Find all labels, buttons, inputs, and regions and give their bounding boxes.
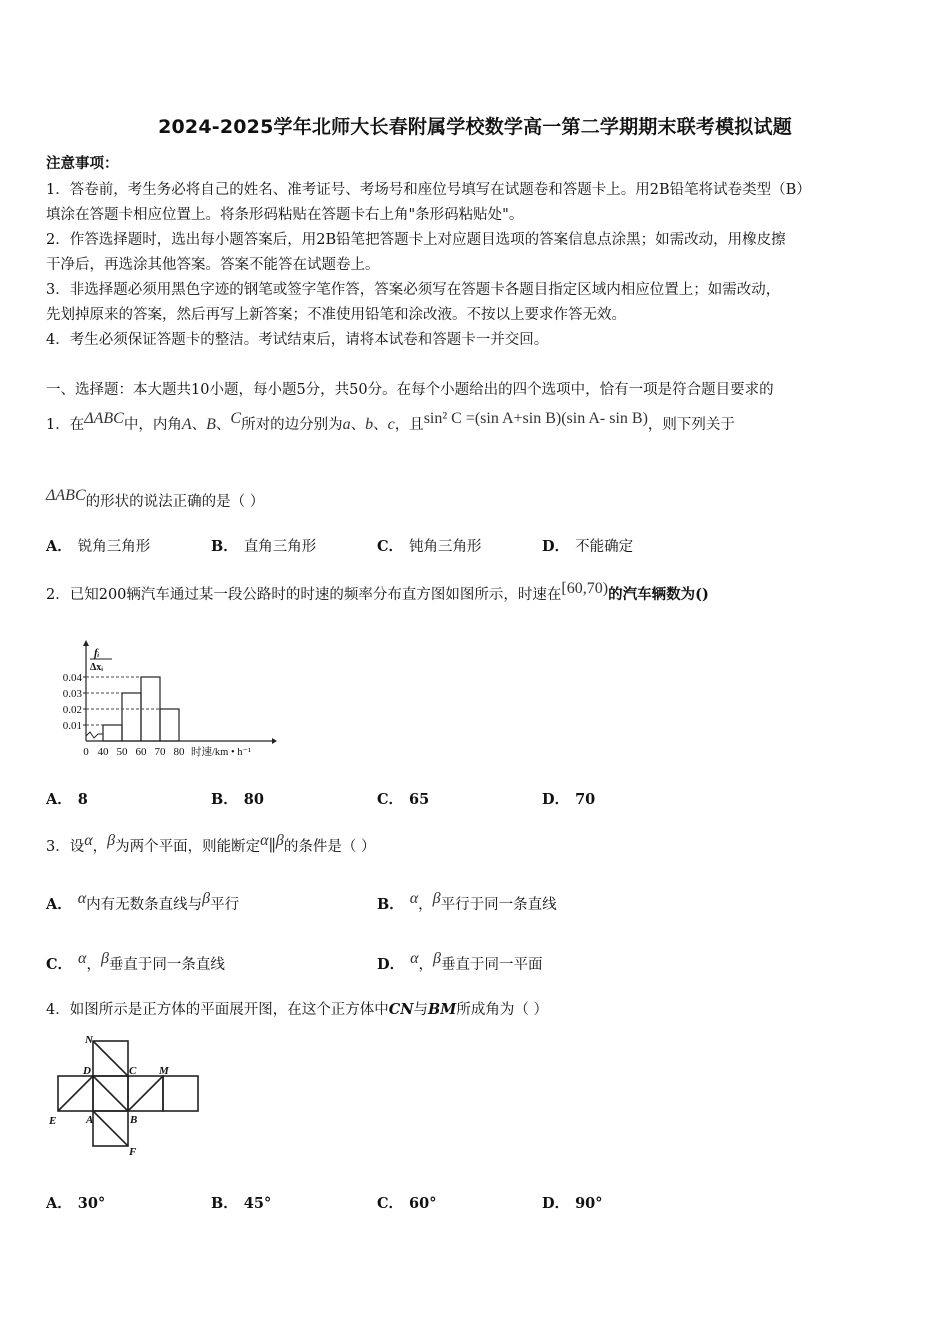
- math-var: α: [409, 890, 419, 907]
- option-text: ，: [86, 956, 101, 973]
- notice-line: 3．非选择题必须用黑色字迹的钢笔或签字笔作答，答案必须写在答题卡各题目指定区域内相应位置上；如需改动，: [46, 282, 781, 298]
- text: 的汽车辆数为(): [608, 585, 709, 603]
- option-label: B．: [211, 1195, 238, 1212]
- option-text: 钝角三角形: [409, 539, 482, 555]
- q3-option-a[interactable]: [46, 890, 239, 914]
- q3-option-d[interactable]: [377, 950, 542, 974]
- math-var: A: [181, 415, 192, 433]
- option-text: 80: [243, 791, 264, 808]
- option-label: A．: [46, 538, 72, 555]
- option-label: A．: [46, 1195, 72, 1212]
- math-var: α: [77, 890, 87, 907]
- math-var: β: [432, 890, 441, 907]
- q3-option-c[interactable]: [46, 950, 225, 974]
- option-text: 平行: [210, 896, 240, 913]
- q2-option-a[interactable]: [46, 788, 88, 809]
- x-origin-label: 0: [83, 746, 89, 758]
- option-text: 45°: [243, 1195, 272, 1212]
- net-diagonal-mb: [128, 1076, 163, 1111]
- net-label-e: E: [49, 1115, 57, 1127]
- option-label: D．: [542, 1195, 570, 1212]
- y-tick-label: 0.01: [62, 720, 82, 732]
- x-tick-label: 50: [116, 746, 128, 758]
- notice-line: 先划掉原来的答案，然后再写上新答案；不准使用铅笔和涂改液。不按以上要求作答无效。: [46, 307, 626, 323]
- option-label: D．: [542, 538, 570, 555]
- option-label: C．: [46, 955, 73, 973]
- option-text: 不能确定: [575, 539, 634, 555]
- question-number: 2．: [46, 586, 70, 603]
- notice-line: 干净后，再选涂其他答案。答案不能答在试题卷上。: [46, 257, 380, 273]
- net-square: [163, 1076, 198, 1111]
- net-diagonal-db: [93, 1076, 128, 1111]
- option-text: 90°: [575, 1195, 603, 1212]
- q4-option-c[interactable]: [377, 1192, 436, 1213]
- math-var: β: [202, 890, 211, 907]
- notice-line: 2．作答选择题时，选出每小题答案后，用2B铅笔把答题卡上对应题目选项的答案信息点涂黑；如需改动，用橡皮擦: [46, 232, 786, 248]
- math-var: C: [230, 410, 242, 427]
- option-text: 70: [575, 791, 596, 808]
- math-interval: [60,70): [561, 580, 609, 597]
- text: 设: [69, 838, 85, 855]
- q4-option-b[interactable]: [211, 1192, 271, 1213]
- question-number: 1．: [46, 416, 70, 433]
- cube-net-figure: [48, 1034, 208, 1159]
- option-label: B．: [211, 791, 238, 808]
- text: 如图所示是正方体的平面展开图，在这个正方体中: [69, 1002, 389, 1018]
- q1-option-a[interactable]: [46, 535, 150, 556]
- option-text: 平行于同一条直线: [440, 896, 557, 913]
- notice-heading: 注意事项：: [46, 155, 119, 172]
- net-diagonal-nc: [93, 1041, 128, 1076]
- math-var: b: [365, 415, 374, 433]
- math-var: B: [206, 415, 216, 433]
- section-heading: 一、选择题：本大题共10小题，每小题5分，共50分。在每个小题给出的四个选项中，恰有一项是符合题目要求的: [46, 382, 774, 398]
- math-var: α: [84, 832, 93, 849]
- math-var: α: [410, 950, 419, 967]
- math-var: β: [275, 832, 284, 849]
- math-var: β: [100, 950, 109, 967]
- text: 、: [215, 416, 231, 433]
- question-3-stem: [46, 832, 375, 856]
- text: 中，内角: [123, 416, 182, 433]
- math-var: α: [78, 950, 87, 967]
- text: 与: [413, 1002, 429, 1018]
- math-formula: sin² C =(sin A+sin B)(sin A- sin B): [423, 410, 648, 427]
- x-tick-label: 60: [135, 746, 147, 758]
- text: 的条件是（ ）: [283, 838, 376, 855]
- y-tick-label: 0.04: [62, 672, 82, 684]
- text: 、: [350, 416, 366, 433]
- question-number: 4．: [46, 1002, 70, 1018]
- option-label: A．: [46, 895, 72, 913]
- y-tick-label: 0.03: [62, 688, 82, 700]
- q4-option-a[interactable]: [46, 1192, 105, 1213]
- text: 为两个平面，则能断定: [115, 838, 261, 855]
- option-text: 8: [77, 791, 88, 808]
- x-tick-label: 70: [154, 746, 166, 758]
- option-text: 65: [409, 791, 430, 808]
- q1-option-b[interactable]: [211, 535, 316, 556]
- text: 已知200辆汽车通过某一段公路时的时速的频率分布直方图如图所示，时速在: [69, 586, 562, 603]
- net-label-b: B: [130, 1114, 138, 1126]
- text: 所成角为（ ）: [456, 1002, 548, 1018]
- option-text: 锐角三角形: [77, 539, 151, 555]
- q3-option-b[interactable]: [377, 890, 557, 914]
- q2-option-c[interactable]: [377, 788, 429, 809]
- math-var: β: [107, 832, 116, 849]
- x-tick-label: 80: [173, 746, 185, 758]
- question-1-stem-cont: [46, 487, 264, 511]
- text: 、: [191, 416, 207, 433]
- q4-option-d[interactable]: [542, 1192, 603, 1213]
- option-text: 垂直于同一条直线: [108, 956, 225, 973]
- math-triangle: ΔABC: [84, 410, 124, 427]
- question-2-stem: [46, 580, 709, 604]
- text: ，则下列关于: [647, 416, 735, 433]
- histogram-bar: [103, 725, 122, 741]
- option-label: D．: [377, 955, 405, 973]
- option-text: 30°: [77, 1195, 106, 1212]
- net-label-m: M: [159, 1065, 169, 1077]
- option-text: 内有无数条直线与: [86, 896, 203, 913]
- option-label: B．: [377, 895, 404, 913]
- question-4-stem: [46, 998, 548, 1019]
- option-label: C．: [377, 538, 404, 555]
- net-label-a: A: [86, 1114, 94, 1126]
- text: 在: [69, 416, 85, 433]
- text: 所对的边分别为: [241, 416, 343, 433]
- x-tick-label: 40: [97, 746, 109, 758]
- text: ，: [92, 838, 108, 855]
- option-text: 垂直于同一平面: [440, 956, 543, 973]
- math-var: a: [342, 415, 351, 433]
- option-label: A．: [46, 791, 72, 808]
- histogram-bar: [160, 709, 179, 741]
- net-diagonal-af: [93, 1111, 128, 1146]
- math-segment: BM: [428, 1001, 457, 1018]
- net-diagonal-de: [58, 1076, 93, 1111]
- frequency-histogram: [50, 640, 280, 760]
- question-1-stem: [46, 410, 735, 434]
- net-label-f: F: [129, 1146, 137, 1158]
- option-text: ，: [418, 896, 433, 913]
- question-number: 3．: [46, 838, 70, 855]
- notice-line: 4．考生必须保证答题卡的整洁。考试结束后，请将本试卷和答题卡一并交回。: [46, 332, 549, 348]
- q2-option-d[interactable]: [542, 788, 595, 809]
- option-text: 60°: [409, 1195, 437, 1212]
- y-tick-label: 0.02: [62, 704, 82, 716]
- page-title: 2024-2025学年北师大长春附属学校数学高一第二学期期末联考模拟试题: [158, 116, 792, 138]
- option-label: D．: [542, 791, 570, 808]
- math-var: α: [260, 832, 269, 849]
- notice-line: 填涂在答题卡相应位置上。将条形码粘贴在答题卡右上角"条形码粘贴处"。: [46, 207, 524, 223]
- y-axis-arrow: [83, 640, 89, 646]
- option-label: B．: [211, 538, 238, 555]
- net-label-c: C: [129, 1065, 137, 1077]
- text: 、: [373, 416, 388, 433]
- x-axis-arrow: [272, 738, 277, 744]
- option-label: C．: [377, 791, 404, 808]
- q1-option-d[interactable]: [542, 535, 633, 556]
- axis-break: [86, 732, 103, 738]
- math-parallel: ∥: [268, 837, 276, 855]
- option-text: ，: [418, 956, 433, 973]
- notice-line: 1．答卷前，考生务必将自己的姓名、准考证号、考场号和座位号填写在试题卷和答题卡上。用2B铅笔将试卷类型（B）: [46, 182, 811, 198]
- text: 的形状的说法正确的是（ ）: [85, 493, 265, 510]
- y-label-denominator: Δxᵢ: [90, 662, 104, 673]
- math-var: β: [432, 950, 441, 967]
- net-label-d: D: [83, 1065, 91, 1077]
- y-label-numerator: fᵢ: [94, 647, 100, 659]
- math-var: c: [387, 415, 395, 433]
- math-triangle: ΔABC: [46, 487, 86, 504]
- q1-option-c[interactable]: [377, 535, 482, 556]
- net-label-n: N: [85, 1034, 93, 1046]
- text: ，且: [394, 416, 424, 433]
- option-label: C．: [377, 1195, 404, 1212]
- q2-option-b[interactable]: [211, 788, 264, 809]
- histogram-bar: [122, 693, 141, 741]
- x-axis-label: 时速/km • h⁻¹: [191, 747, 252, 758]
- math-segment: CN: [388, 1001, 414, 1018]
- option-text: 直角三角形: [243, 539, 317, 555]
